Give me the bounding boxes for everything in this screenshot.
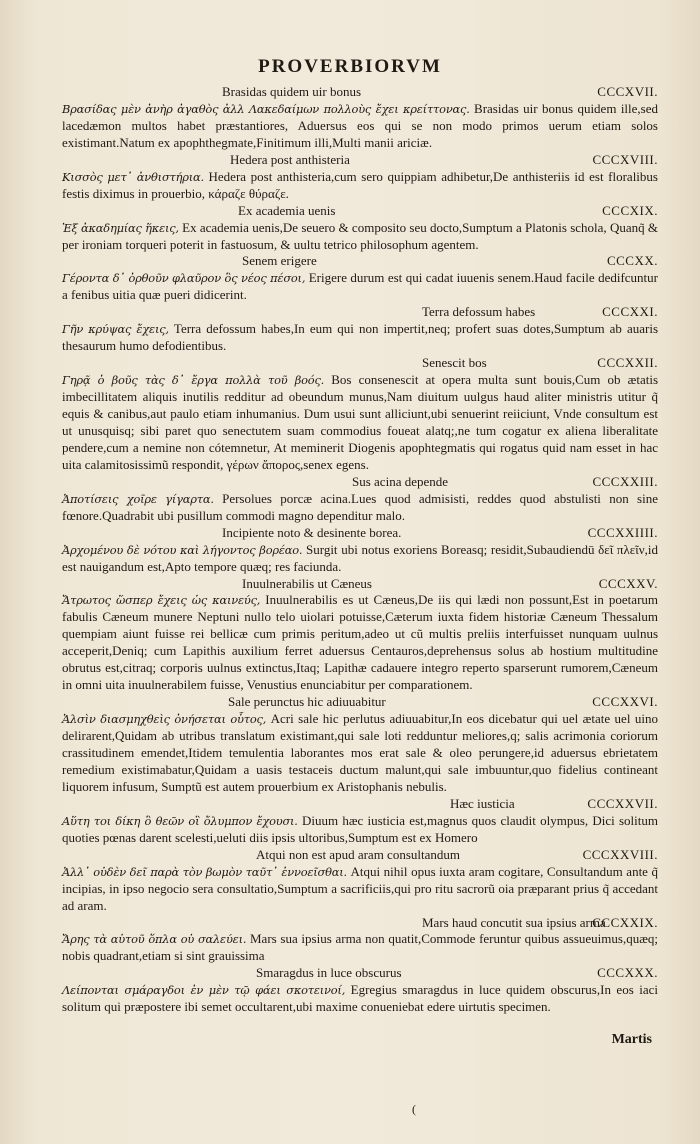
proverb-entry	[62, 915, 658, 966]
running-header: PROVERBIORVM	[258, 56, 442, 77]
greek-text: Ἀλλ᾽ οὐδὲν δεῖ παρὰ τὸν βωμὸν ταῦτ᾽ ἐννοεῖσθαι.	[62, 864, 347, 879]
proverb-heading	[62, 576, 658, 593]
proverb-entry	[62, 965, 658, 1016]
latin-text: Terra defossum habes,In eum qui non impertit,neq; profert suas dotes,Sumptum ab auaris thesaurum humo defodientibus.	[62, 321, 659, 354]
proverb-title: Brasidas quidem uir bonus	[222, 84, 362, 99]
proverb-heading	[62, 304, 658, 321]
proverb-heading	[62, 965, 658, 982]
greek-text: Γέροντα δ᾽ ὀρθοῦν φλαῦρον ὃς νέος πέσοι,	[62, 271, 306, 286]
proverb-title: Inuulnerabilis ut Cæneus	[242, 575, 372, 591]
proverb-number: CCCXXII.	[597, 355, 658, 371]
latin-text: Atqui nihil opus iuxta aram cogitare, Consultandum ante q̃ incipias, in ipso negocio sera consultatio,Sumptum a sacrificiis,qui pro ritu sacrorũ oia præparant prius q̃ accedant ad aram.	[62, 863, 658, 913]
greek-text: Ἀποτίσεις χοῖρε γίγαρτα.	[62, 491, 214, 506]
greek-text: Ἐξ ἀκαδημίας ἥκεις,	[62, 220, 179, 235]
proverb-number: CCCXXVI.	[592, 694, 658, 710]
proverb-entry	[62, 796, 658, 847]
greek-text: Βρασίδας μὲν ἀνὴρ ἀγαθὸς ἀλλ Λακεδαίμων πολλοὺς ἔχει κρείττονας.	[62, 101, 470, 116]
proverb-title: Sus acina depende	[352, 473, 449, 489]
proverb-body	[62, 169, 658, 203]
proverb-heading	[62, 915, 658, 932]
greek-text: Ἄρης τὰ αὑτοῦ ὅπλα οὐ σαλεύει.	[62, 932, 247, 947]
proverb-title: Mars haud concutit sua ipsius arma	[422, 914, 606, 930]
proverb-heading	[62, 694, 658, 711]
greek-text: Ἄτρωτος ὥσπερ ἔχεις ὡς καινεύς,	[62, 593, 261, 608]
proverb-entry	[62, 203, 658, 254]
proverb-entry	[62, 847, 658, 915]
proverb-heading	[62, 525, 658, 542]
proverb-entry	[62, 576, 658, 695]
proverb-number: CCCXVII.	[597, 84, 658, 99]
proverb-heading	[62, 203, 658, 220]
proverb-title: Hedera post anthisteria	[230, 151, 350, 167]
proverb-number: CCCXXVIII.	[582, 846, 658, 862]
proverb-title: Incipiente noto & desinente borea.	[222, 524, 402, 540]
proverb-number: CCCXVIII.	[592, 151, 658, 167]
latin-text: Bos consenescit at opera multa sunt bouis,Cum ob ætatis imbecillitatem aliquis inutilis redditur ad obeundum munus,Nam diuitum uulgus haud aliter ministris utitur q̃ equis & canibus,aut paulo etiam inhumanius. Dum usui sunt alliciunt,ubi senuerint reiiciunt, Vnde consultum est ut unusquisq; sibi paret quo senectutem suam commodius foueat alatq;,ne tum cogatur ex aliena liberalitate pendere,cum a nemine non cótemnetur, At meminerit Diogenis apophtegmatis qui rogatus quid nam esset in hac uita calamitosissimũ respondit, γέρων ἄπορος,senex egens.	[62, 372, 659, 472]
proverb-body	[62, 813, 658, 847]
proverb-title: Terra defossum habes	[422, 304, 536, 320]
proverb-entry	[62, 355, 658, 474]
latin-text: Diuum hæc iusticia est,magnus quos claudit olympus, Dici solitum quoties pœnas darent scelesti,ueluti diis ipsis ultoribus,Sumptum est ex Homero	[62, 812, 659, 845]
greek-text: Γῆν κρύψας ἔχεις,	[62, 322, 169, 337]
proverb-body	[62, 491, 658, 525]
proverb-heading	[62, 474, 658, 491]
latin-text: Inuulnerabilis es ut Cæneus,De iis qui lædi non possunt,Est in poetarum fabulis Cæneum munere Neptuni nullo telo uiolari potuisse,Cæterum iuxta fidem historiæ Cæneum Thessalum quempiam aiunt fuisse rei bellicæ cum primis peritum,adeo ut cũ multis preliis interfuisset nunquam uulnus acceperit,Deniq; cum Lapithis auxilium ferret aduersus Centauros,deprehensus solus ab hostium multitudine obrutus est,citraq; corporis uulnus extinctus,Itaq; Lapithæ cadauere integro reperto sparserunt rumorem,Cæneum in omni uita inuulnerabilem fuisse, Venustius enunciabitur per comparationem.	[62, 592, 659, 693]
latin-text: Acri sale hic perlutus adiuuabitur,In eos dicebatur qui uel ætate uel uino delirarent,Quidam ab utribus translatum existimant,qui sale loti redduntur meliores,q; salis acrimonia coriorum crassitudinem emendet,Itidem temulentia laborantes mos erat sale & oleo perungere,id aduersus ebrietatem remedium existimabatur,Quidam a uasis testaceis ductum malunt,qui sale imbuuntur,quo fidelius contineant liquorem infusum, Sumptũ est autem prouerbium ex Aristophanis nebulis.	[62, 711, 659, 794]
proverb-entry	[62, 152, 658, 203]
proverb-number: CCCXXIII.	[592, 473, 658, 489]
folio-mark: (	[412, 1102, 416, 1116]
proverb-heading	[62, 253, 658, 270]
proverb-heading	[62, 847, 658, 864]
latin-text: Brasidas uir bonus quidem ille,sed lacedæmon multos habet præstantiores, Aduersus eos qui se non modo primos uerum etiam solos existimant.Natum ex apophthegmate,Finitimum illi,Multi manii ariciæ.	[62, 100, 659, 150]
proverb-body	[62, 270, 658, 304]
proverb-entry	[62, 84, 658, 152]
proverb-number: CCCXIX.	[602, 202, 658, 218]
proverb-number: CCCXXX.	[597, 965, 658, 981]
greek-text: Γηρᾷ ὁ βοῦς τὰς δ᾽ ἔργα πολλὰ τοῦ βοός.	[62, 373, 325, 388]
proverb-heading	[62, 152, 658, 169]
proverb-entry	[62, 304, 658, 355]
proverb-entry	[62, 474, 658, 525]
latin-text: Erigere durum est qui cadat iuuenis senem.Haud facile dedifcuntur a fenibus uitia quæ pueri didicerint.	[62, 270, 659, 303]
proverb-body	[62, 864, 658, 915]
proverb-body	[62, 542, 658, 576]
proverb-body	[62, 592, 658, 694]
greek-text: Κισσὸς μετ᾽ ἀνθιστήρια.	[62, 169, 204, 184]
greek-text: Ἀρχομένου δὲ νότου καὶ λήγοντος βορέαο.	[62, 542, 303, 557]
latin-text: Ex academia uenis,De seuero & composito seu docto,Sumptum a Platonis schola, Quanq̃ & per ironiam torqueri poterit in fastuosum, & uultu tetrico philosophum agentem.	[62, 219, 658, 252]
proverb-body	[62, 101, 658, 152]
proverb-title: Ex academia uenis	[238, 202, 336, 218]
proverb-body	[62, 220, 658, 254]
greek-text: Λείπονται σμάραγδοι ἐν μὲν τῷ φάει σκοτεινοί,	[62, 983, 346, 998]
greek-text: Ἁλσὶν διασμηχθεὶς ὀνήσεται οὗτος,	[62, 712, 267, 727]
proverb-body	[62, 321, 658, 355]
latin-text: Egregius smaragdus in luce quidem obscurus,In eos iaci solitum qui præpostere ibi semet occultarent,ubi maxime conueniebat edere uirtutis specimen.	[62, 982, 659, 1015]
latin-text: Hedera post anthisteria,cum sero quippiam adhibetur,De anthisteriis id est floralibus festis diximus in prouerbio, κάραζε θύραζε.	[62, 168, 658, 201]
proverb-entries	[62, 84, 658, 1016]
proverb-entry	[62, 253, 658, 304]
proverb-heading	[62, 355, 658, 372]
proverb-body	[62, 982, 658, 1016]
proverb-number: CCCXXVII.	[587, 795, 658, 811]
proverb-number: CCCXXI.	[602, 304, 658, 320]
proverb-heading	[62, 84, 658, 101]
proverb-title: Sale perunctus hic adiuuabitur	[228, 694, 386, 710]
proverb-title: Smaragdus in luce obscurus	[256, 965, 402, 981]
proverb-number: CCCXXIX.	[592, 914, 658, 930]
proverb-title: Atqui non est apud aram consultandum	[256, 846, 460, 862]
latin-text: Surgit ubi notus exoriens Boreasq; residit,Subaudiendū δεῖ πλεῖν,id est nauigandum est,Apto tempore quæq; res faciunda.	[62, 541, 658, 574]
proverb-body	[62, 372, 658, 474]
latin-text: Persolues porcæ acina.Lues quod admisisti, reddes quod abstulisti non sine fœnore.Quadrabit ubi pusillum commodi magno dependitur malo.	[62, 490, 658, 523]
latin-text: Mars sua ipsius arma non quatit,Commode feruntur quibus assueuimus,quæq; nobis quadrant,etiam si sint grauissima	[62, 931, 658, 964]
proverb-body	[62, 931, 658, 965]
proverb-number: CCCXXIIII.	[587, 524, 658, 540]
greek-text: Αὕτη τοι δίκη ὃ θεῶν οἳ ὄλυμπον ἔχουσι.	[62, 813, 298, 828]
proverb-entry	[62, 525, 658, 576]
proverb-title: Senem erigere	[242, 253, 317, 269]
proverb-number: CCCXX.	[606, 253, 658, 269]
proverb-number: CCCXXV.	[598, 575, 658, 591]
proverb-entry	[62, 694, 658, 796]
proverb-title: Senescit bos	[422, 355, 487, 371]
proverb-heading	[62, 796, 658, 813]
proverb-body	[62, 711, 658, 796]
proverb-title: Hæc iusticia	[450, 795, 515, 811]
catchword: Martis	[611, 1032, 652, 1047]
